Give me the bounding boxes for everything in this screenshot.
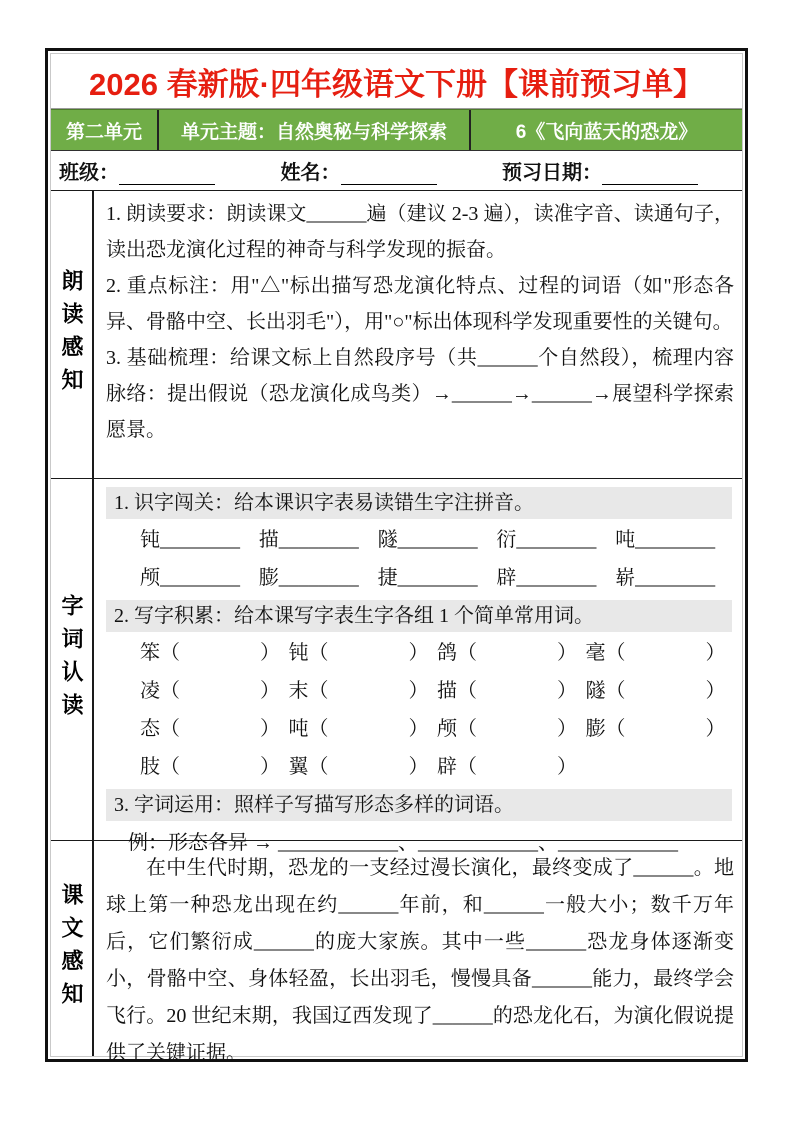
section-words (51, 479, 742, 854)
class-blank (119, 164, 215, 185)
class-label: 班级： (59, 162, 119, 184)
section-reading-content (94, 191, 742, 478)
date-field (502, 156, 698, 185)
zuci-row-2 (140, 672, 734, 710)
reading-item-2: 2. 重点标注：用"△"标出描写恐龙演化特点、过程的词语（如"形态各异、骨骼中空、长出羽毛"），用"○"标出体现科学发现重要性的关键句。 (106, 275, 734, 333)
zuci-blank: 态（ ） (140, 718, 280, 740)
unit-bar (51, 109, 742, 151)
task1-header: 1. 识字闯关：给本课识字表易读错生字注拼音。 (106, 487, 732, 519)
unit-number: 第二单元 (51, 110, 159, 150)
pinyin-blank: 辟________ (496, 567, 597, 589)
date-blank (602, 164, 698, 185)
pinyin-blank: 钝________ (140, 529, 240, 551)
zuci-blank: 辟（ ） (437, 756, 577, 778)
zuci-blank (586, 748, 735, 786)
zuci-blank: 隧（ ） (585, 680, 726, 702)
zuci-row-4 (140, 748, 734, 786)
pinyin-blank: 吨________ (615, 529, 716, 551)
pinyin-blank: 颅________ (140, 567, 240, 589)
pinyin-blank: 捷________ (377, 567, 478, 589)
name-blank (341, 164, 437, 185)
task3-header: 3. 字词运用：照样子写描写形态多样的词语。 (106, 789, 732, 821)
lesson-title: 6《飞向蓝天的恐龙》 (515, 121, 698, 143)
zuci-blank: 末（ ） (288, 680, 429, 702)
zuci-blank: 毫（ ） (585, 642, 726, 664)
zuci-blank: 鸽（ ） (437, 642, 577, 664)
section-words-content (94, 479, 742, 854)
unit-theme: 单元主题：自然奥秘与科学探索 (159, 110, 471, 150)
zuci-blank: 钝（ ） (288, 642, 429, 664)
zuci-blank: 笨（ ） (140, 642, 280, 664)
pinyin-row-1 (140, 521, 734, 559)
zuci-blank: 颅（ ） (437, 718, 577, 740)
name-field (281, 156, 437, 185)
section-passage-label: 课文感知 (51, 841, 94, 1056)
page-title: 2026 春新版·四年级语文下册【课前预习单】 (89, 66, 704, 102)
passage-text: 在中生代时期，恐龙的一支经过漫长演化，最终变成了______。地球上第一种恐龙出现在约______年前，和______一般大小；数千万年后，它们繁衍成______的庞大家族。其中一些______恐龙身体逐渐变小，骨骼中空、身体轻盈，长出羽毛，慢慢具备______能力，最终学会飞行。20 世纪末期，我国辽西发现了______的恐龙化石，为演化假说提供了关键证据。 (106, 857, 734, 1064)
zuci-blank: 膨（ ） (585, 718, 726, 740)
zuci-blank: 描（ ） (437, 680, 577, 702)
zuci-blank: 肢（ ） (140, 756, 280, 778)
class-field (59, 156, 215, 185)
section-reading (51, 191, 742, 479)
section-words-label: 字词认读 (51, 479, 94, 840)
pinyin-blank: 描________ (258, 529, 359, 551)
pinyin-blank: 衍________ (496, 529, 597, 551)
date-label: 预习日期： (502, 162, 602, 184)
pinyin-blank: 膨________ (258, 567, 359, 589)
info-row (51, 151, 742, 191)
pinyin-row-2 (140, 559, 734, 597)
section-passage-content (94, 841, 742, 1064)
pinyin-blank: 崭________ (615, 567, 716, 589)
pinyin-blank: 隧________ (377, 529, 478, 551)
example-line: 例：形态各异 → ____________、____________、____________ (128, 832, 678, 854)
reading-item-3: 3. 基础梳理：给课文标上自然段序号（共______个自然段），梳理内容脉络：提出假说（恐龙演化成鸟类）→______→______→展望科学探索愿景。 (106, 347, 734, 441)
section-reading-label: 朗读感知 (51, 191, 94, 478)
title-row (51, 54, 742, 109)
worksheet-frame (45, 48, 748, 1062)
zuci-blank: 凌（ ） (140, 680, 280, 702)
zuci-row-1 (140, 634, 734, 672)
task2-header: 2. 写字积累：给本课写字表生字各组 1 个简单常用词。 (106, 600, 732, 632)
section-passage (51, 841, 742, 1064)
zuci-row-3 (140, 710, 734, 748)
worksheet-inner (50, 53, 743, 1064)
name-label: 姓名： (280, 162, 341, 184)
zuci-blank: 翼（ ） (288, 756, 429, 778)
reading-item-1: 1. 朗读要求：朗读课文______遍（建议 2-3 遍），读准字音、读通句子，读出恐龙演化过程的神奇与科学发现的振奋。 (106, 203, 734, 261)
zuci-blank: 吨（ ） (288, 718, 429, 740)
